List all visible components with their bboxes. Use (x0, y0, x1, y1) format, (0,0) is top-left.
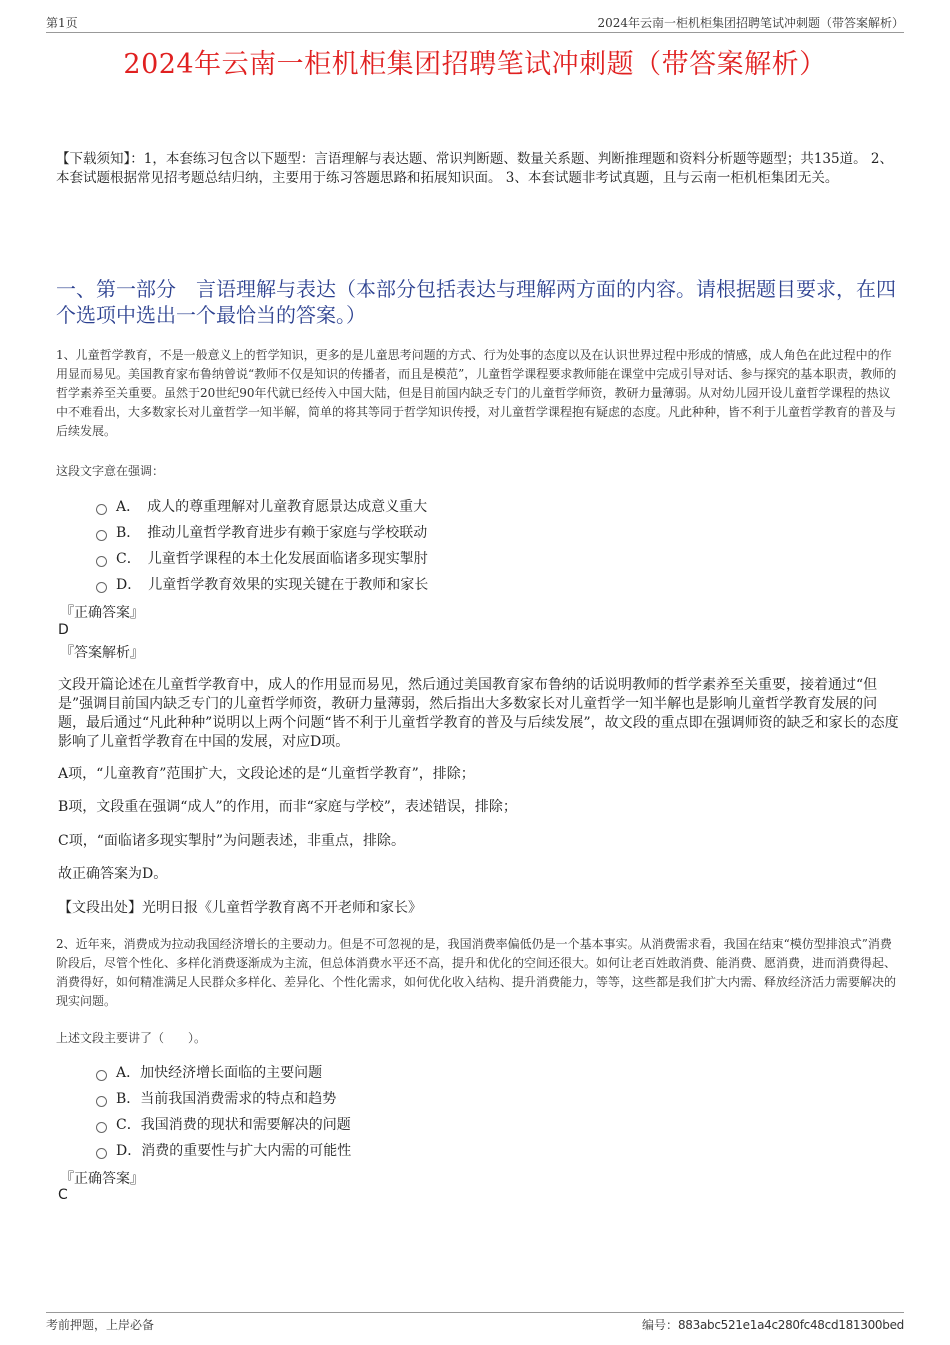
radio-icon[interactable] (96, 582, 107, 593)
option-d-label: D． 儿童哲学教育效果的实现关键在于教师和家长 (116, 577, 429, 593)
document-title: 2024年云南一柜机柜集团招聘笔试冲刺题（带答案解析） (123, 49, 827, 80)
option-b[interactable] (96, 519, 428, 545)
option-c[interactable] (96, 1111, 351, 1137)
question-2-options (96, 1059, 351, 1163)
option-a-label: A． 成人的尊重理解对儿童教育愿景达成意义重大 (116, 499, 428, 515)
question-2-answer-label: 『正确答案』 (60, 1171, 144, 1187)
radio-icon[interactable] (96, 556, 107, 567)
option-a[interactable] (96, 1059, 351, 1085)
radio-icon[interactable] (96, 1122, 107, 1133)
analysis-paragraph: C项，“面临诸多现实掣肘”为问题表述，非重点，排除。 (58, 833, 406, 849)
option-b-label: B． 推动儿童哲学教育进步有赖于家庭与学校联动 (116, 525, 428, 541)
analysis-paragraph: 文段开篇论述在儿童哲学教育中，成人的作用显而易见，然后通过美国教育家布鲁纳的话说明教师的哲学素养至关重要，接着通过“但是”强调目前国内缺乏专门的儿童哲学师资，教研力量薄弱，然后指出大多数家长对儿童哲学一知半解也是影响儿童哲学教育发展的问题，最后通过“凡此种种”说明以上两个问题“皆不利于儿童哲学教育的普及与后续发展”，故文段的重点即在强调师资的缺乏和家长的态度影响了儿童哲学教育在中国的发展，对应D项。 (58, 677, 899, 750)
analysis-paragraph: A项，“儿童教育”范围扩大，文段论述的是“儿童哲学教育”，排除； (58, 766, 475, 782)
radio-icon[interactable] (96, 1096, 107, 1107)
page-number: 第1页 (46, 16, 78, 30)
code-value: 883abc521e1a4c280fc48cd181300bed (677, 1318, 904, 1332)
question-2-stem: 上述文段主要讲了（ ）。 (56, 1031, 207, 1045)
option-a[interactable] (96, 493, 428, 519)
code-label: 编号： (641, 1318, 678, 1332)
radio-icon[interactable] (96, 1148, 107, 1159)
footer-slogan: 考前押题，上岸必备 (46, 1318, 155, 1332)
page-footer (46, 1312, 904, 1333)
question-2-answer: C (58, 1187, 68, 1203)
option-d[interactable] (96, 571, 428, 597)
radio-icon[interactable] (96, 504, 107, 515)
question-1-stem: 这段文字意在强调： (56, 464, 165, 478)
header-doc-title: 2024年云南一柜机柜集团招聘笔试冲刺题（带答案解析） (597, 16, 904, 30)
document-code (642, 1316, 904, 1333)
radio-icon[interactable] (96, 1070, 107, 1081)
question-1-answer: D (58, 622, 69, 638)
radio-icon[interactable] (96, 530, 107, 541)
option-c-label: C．我国消费的现状和需要解决的问题 (116, 1117, 351, 1133)
option-c-label: C． 儿童哲学课程的本土化发展面临诸多现实掣肘 (116, 551, 428, 567)
question-1-text: 1、儿童哲学教育，不是一般意义上的哲学知识，更多的是儿童思考问题的方式、行为处事的态度以及在认识世界过程中形成的情感，成人角色在此过程中的作用显而易见。美国教育家布鲁纳曾说“教师不仅是知识的传播者，而且是模范”，儿童哲学课程要求教师能在课堂中完成引导对话、参与探究的基本职责，教师的哲学素养至关重要。虽然于20世纪90年代就已经传入中国大陆，但是目前国内缺乏专门的儿童哲学师资，教研力量薄弱。从对幼儿园开设儿童哲学课程的热议中不难看出，大多数家长对儿童哲学一知半解，简单的将其等同于哲学知识传授，对儿童哲学课程抱有疑虑的态度。凡此种种，皆不利于儿童哲学教育的普及与后续发展。 (56, 348, 897, 438)
download-notice: 【下载须知】：1，本套练习包含以下题型：言语理解与表达题、常识判断题、数量关系题、判断推理题和资料分析题等题型；共135道。 2、本套试题根据常见招考题总结归纳，主要用于练习答题思路和拓展知识面。 3、本套试题非考试真题，且与云南一柜机柜集团无关。 (56, 151, 893, 186)
question-1-answer-label: 『正确答案』 (60, 605, 144, 621)
question-1-analysis-label: 『答案解析』 (60, 645, 144, 661)
option-d[interactable] (96, 1137, 351, 1163)
analysis-source: 【文段出处】光明日报《儿童哲学教育离不开老师和家长》 (58, 900, 422, 916)
question-2-text: 2、近年来，消费成为拉动我国经济增长的主要动力。但是不可忽视的是，我国消费率偏低仍是一个基本事实。从消费需求看，我国在结束“模仿型排浪式”消费阶段后，尽管个性化、多样化消费逐渐成为主流，但总体消费水平还不高，提升和优化的空间还很大。如何让老百姓敢消费、能消费、愿消费，进而消费得起、消费得好，如何精准满足人民群众多样化、差异化、个性化需求，如何优化收入结构、提升消费能力，等等，这些都是我们扩大内需、释放经济活力需要解决的现实问题。 (56, 937, 897, 1008)
option-b-label: B．当前我国消费需求的特点和趋势 (116, 1091, 337, 1107)
page-header (46, 14, 904, 33)
analysis-paragraph: 故正确答案为D。 (58, 866, 168, 882)
option-c[interactable] (96, 545, 428, 571)
question-1-options (96, 493, 428, 597)
option-a-label: A．加快经济增长面临的主要问题 (116, 1065, 323, 1081)
analysis-paragraph: B项，文段重在强调“成人”的作用，而非“家庭与学校”，表述错误，排除； (58, 799, 517, 815)
section-heading: 一、第一部分 言语理解与表达（本部分包括表达与理解两方面的内容。请根据题目要求，在四个选项中选出一个最恰当的答案。） (56, 277, 896, 327)
option-b[interactable] (96, 1085, 351, 1111)
option-d-label: D．消费的重要性与扩大内需的可能性 (116, 1143, 352, 1159)
